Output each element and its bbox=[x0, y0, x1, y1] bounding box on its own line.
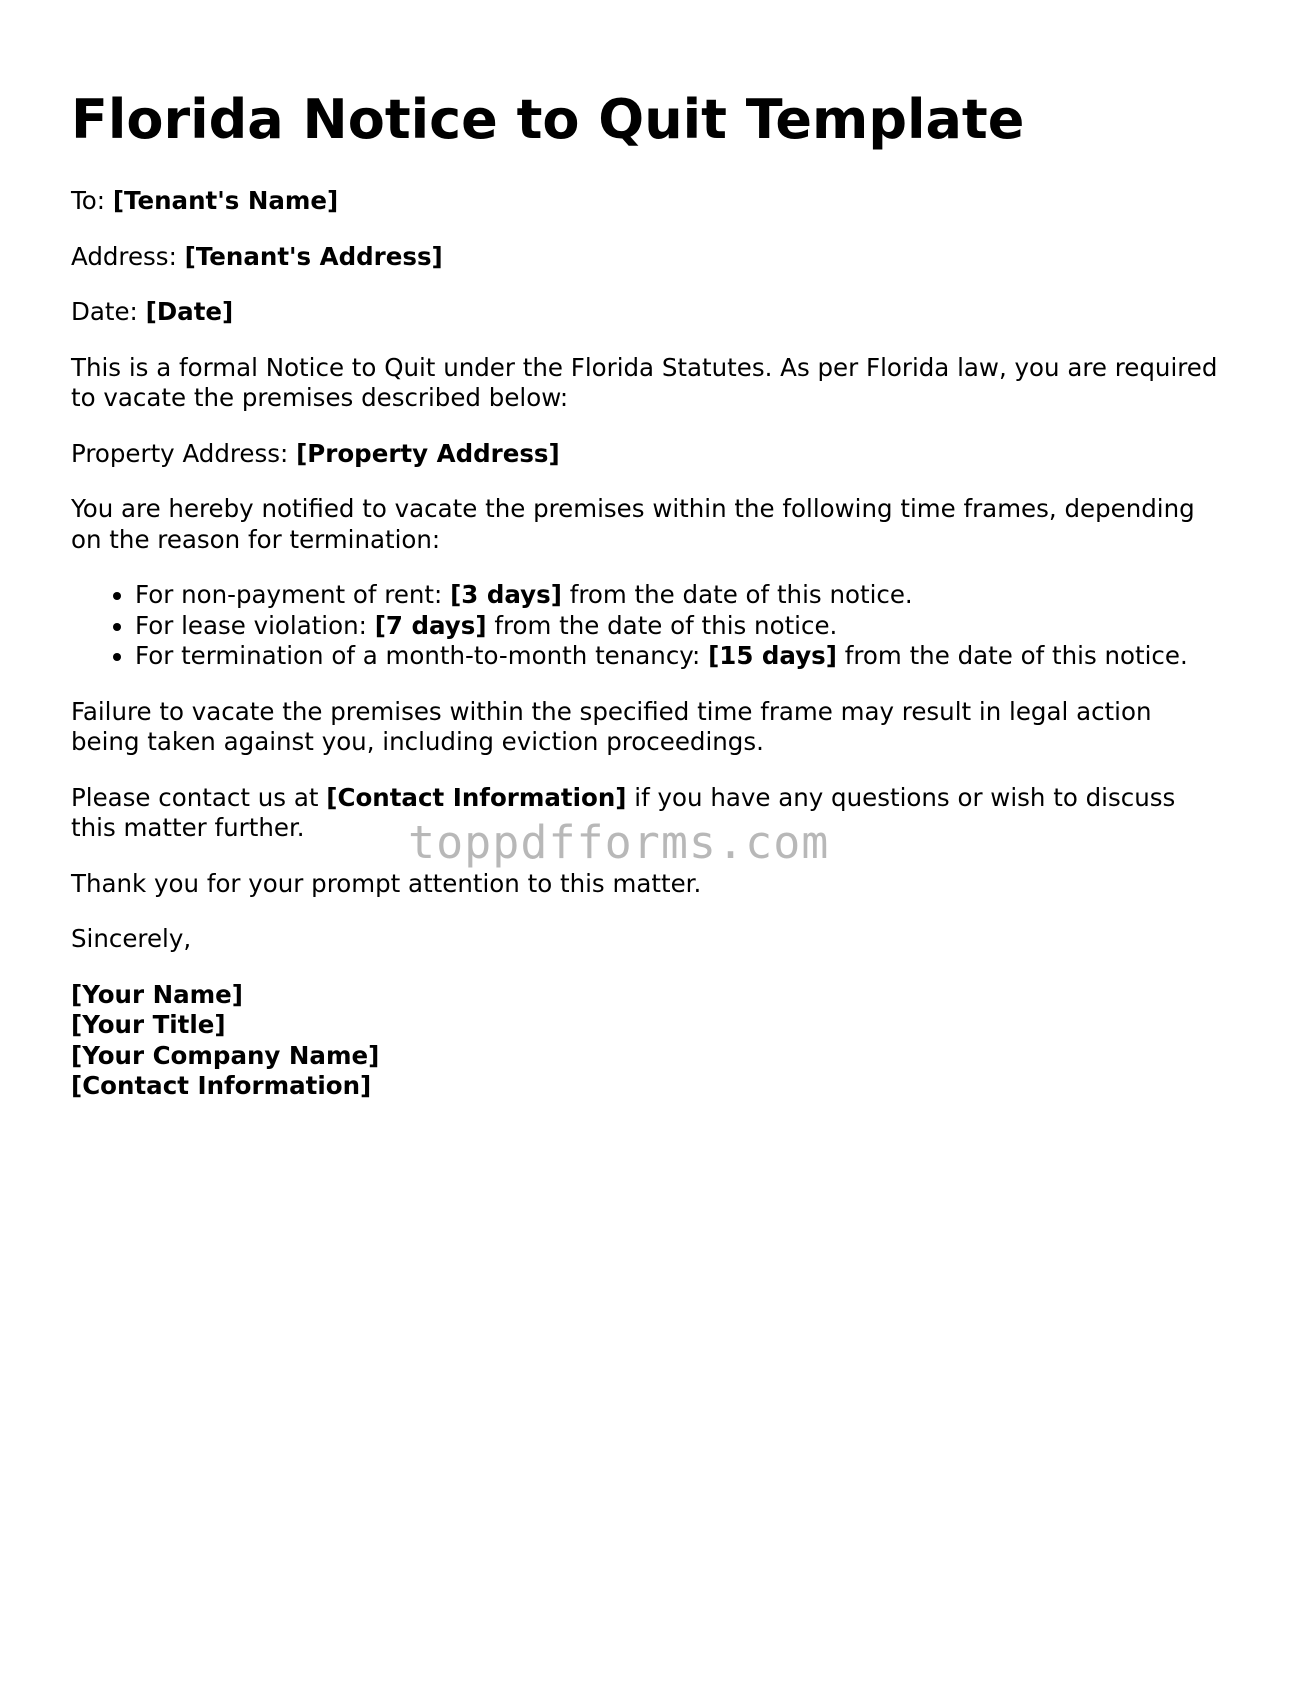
address-label: Address: bbox=[71, 241, 177, 271]
to-label: To: bbox=[71, 186, 106, 215]
property-label: Property Address: bbox=[71, 438, 289, 468]
failure-paragraph: Failure to vacate the premises within the specified time frame may result in legal action being taken against you, including eviction proceedings. bbox=[71, 696, 1152, 756]
tenant-name-placeholder: [Tenant's Name] bbox=[112, 186, 339, 215]
signature-title: [Your Title] bbox=[71, 1010, 226, 1039]
contact-prefix: Please contact us at bbox=[71, 782, 319, 812]
reason-label: For non-payment of rent: bbox=[135, 580, 443, 609]
reason-label: For lease violation: bbox=[135, 610, 367, 640]
reason-days: [3 days] bbox=[450, 580, 562, 609]
reason-suffix: from the date of this notice. bbox=[494, 610, 838, 640]
reason-days: [15 days] bbox=[708, 641, 837, 670]
contact-suffix: if you have any questions or wish to discuss this matter further. bbox=[71, 782, 1176, 842]
watermark: toppdfforms.com bbox=[408, 816, 830, 869]
reason-suffix: from the date of this notice. bbox=[569, 580, 913, 609]
date-line bbox=[71, 297, 1221, 328]
document-title: Florida Notice to Quit Template bbox=[71, 88, 1025, 151]
to-line bbox=[71, 186, 1221, 217]
list-item bbox=[135, 641, 1221, 672]
property-address-placeholder: [Property Address] bbox=[296, 438, 560, 468]
thanks-paragraph: Thank you for your prompt attention to this matter. bbox=[71, 868, 702, 898]
list-item bbox=[135, 611, 1221, 642]
signature-block bbox=[71, 980, 1221, 1102]
address-line bbox=[71, 242, 1221, 273]
signature-name: [Your Name] bbox=[71, 979, 243, 1009]
reasons-list bbox=[71, 580, 1221, 672]
reason-suffix: from the date of this notice. bbox=[844, 641, 1188, 670]
signature-contact: [Contact Information] bbox=[71, 1071, 372, 1100]
list-item bbox=[135, 580, 1221, 611]
closing-line: Sincerely, bbox=[71, 924, 192, 953]
document-body bbox=[71, 186, 1221, 1102]
intro-paragraph: This is a formal Notice to Quit under the Florida Statutes. As per Florida law, you are required to vacate the premises described below: bbox=[71, 352, 1218, 412]
date-placeholder: [Date] bbox=[145, 297, 234, 326]
tenant-address-placeholder: [Tenant's Address] bbox=[184, 241, 443, 271]
contact-paragraph bbox=[71, 783, 1221, 844]
reason-label: For termination of a month-to-month tenancy: bbox=[135, 641, 701, 670]
contact-placeholder: [Contact Information] bbox=[326, 782, 627, 812]
notify-paragraph: You are hereby notified to vacate the premises within the following time frames, depending on the reason for termination: bbox=[71, 494, 1195, 554]
property-line bbox=[71, 439, 1221, 470]
reason-days: [7 days] bbox=[374, 610, 487, 640]
signature-company: [Your Company Name] bbox=[71, 1040, 380, 1070]
date-label: Date: bbox=[71, 297, 138, 326]
